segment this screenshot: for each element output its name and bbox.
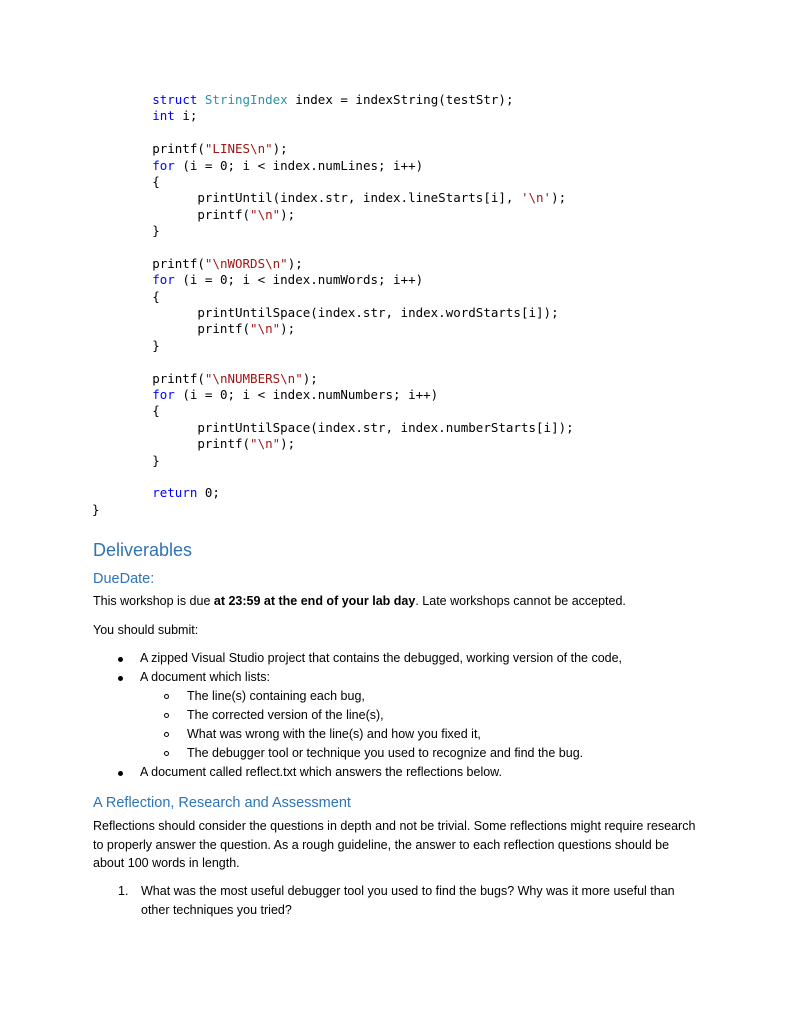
code-line [92,436,574,452]
code-line [92,92,574,108]
code-token: for [152,272,175,288]
code-token: i; [174,108,198,124]
code-line [92,256,574,272]
code-token [92,485,152,500]
code-token: printUntilSpace(index.str, index.numberStarts[i]); [92,419,574,435]
code-token: "\nWORDS\n" [204,255,288,271]
code-line [92,502,574,518]
code-line [92,125,574,141]
code-line [92,174,574,190]
code-line [92,141,574,157]
hollow-bullet-icon [164,732,169,737]
code-line [92,305,574,321]
reflection-heading: A Reflection, Research and Assessment [93,795,351,811]
code-token: ); [272,141,288,157]
due-date-paragraph [93,592,703,611]
code-line [92,354,574,370]
list-item-text: A document called reflect.txt which answers the reflections below. [140,765,502,779]
code-token: { [92,403,160,419]
code-token [197,92,205,107]
code-token: "\n" [250,436,281,452]
question-number: 1. [118,884,129,898]
code-line [92,338,574,354]
code-line [92,387,574,403]
code-token: ); [280,436,296,452]
code-token: (i = 0; i < index.numWords; i++) [174,272,424,288]
code-token: printUntilSpace(index.str, index.wordStarts[i]); [92,305,559,321]
bullet-icon [118,771,123,776]
code-token: (i = 0; i < index.numLines; i++) [174,157,424,173]
code-line [92,289,574,305]
deliverables-list [93,651,713,791]
code-token: { [92,288,160,304]
sub-list-item-text: The corrected version of the line(s), [187,708,384,722]
code-line [92,108,574,124]
code-token: "\n" [250,206,281,222]
code-token: ); [551,190,567,206]
code-token: printf( [92,255,205,271]
code-listing [92,92,574,518]
list-item-text: A zipped Visual Studio project that contains the debugged, working version of the code, [140,651,623,665]
code-line [92,190,574,206]
code-line [92,321,574,337]
code-line [92,240,574,256]
code-token [92,272,152,287]
due-date-heading: DueDate: [93,571,155,587]
code-token: printf( [92,370,205,386]
hollow-bullet-icon [164,713,169,718]
bullet-icon [118,657,123,662]
code-token: } [92,452,160,468]
list-item-text: A document which lists: [140,670,270,684]
code-token [92,92,152,107]
hollow-bullet-icon [164,751,169,756]
code-token: (i = 0; i < index.numNumbers; i++) [174,387,439,403]
code-line [92,453,574,469]
code-token: ); [302,370,318,386]
code-token: ); [287,255,303,271]
code-token: "\n" [250,321,281,337]
code-line [92,403,574,419]
code-line [92,223,574,239]
code-token: printf( [92,321,251,337]
code-line [92,158,574,174]
code-token: } [92,501,100,517]
code-token: printUntil(index.str, index.lineStarts[i], [92,190,521,206]
code-token: return [152,485,198,501]
sub-list-item-text: The line(s) containing each bug, [187,689,365,703]
code-line [92,207,574,223]
code-token: for [152,387,175,403]
code-token: ); [280,206,296,222]
code-token: index = indexString(testStr); [287,92,514,107]
code-token [92,108,152,123]
code-line [92,485,574,501]
code-token: printf( [92,206,251,222]
code-token: printf( [92,436,251,452]
code-line [92,420,574,436]
code-line [92,371,574,387]
due-text-end: . Late workshops cannot be accepted. [415,594,626,608]
code-token: 0; [197,485,220,501]
submit-intro: You should submit: [93,623,199,637]
reflection-paragraph: Reflections should consider the questions in depth and not be trivial. Some reflections might require research to properly answer the question. As a rough guideline, the answer to each reflection questions should be about 100 words in length. [93,819,696,870]
code-line [92,469,574,485]
hollow-bullet-icon [164,694,169,699]
code-token [92,158,152,173]
code-token: "LINES\n" [204,141,273,157]
code-token: int [152,108,175,124]
code-token [92,387,152,402]
code-token: printf( [92,141,205,157]
due-text: This workshop is due [93,594,214,608]
code-token: for [152,157,175,173]
code-token: } [92,337,160,353]
question-text: What was the most useful debugger tool you used to find the bugs? Why was it more useful than other techniques you tried? [141,884,675,917]
bullet-icon [118,676,123,681]
code-token: { [92,173,160,189]
due-text-bold: at 23:59 at the end of your lab day [213,594,416,608]
deliverables-heading: Deliverables [93,540,193,560]
code-token: ); [280,321,296,337]
code-token: struct [152,92,198,107]
code-token: } [92,223,160,239]
code-token: "\nNUMBERS\n" [204,370,303,386]
code-token: '\n' [520,190,552,206]
code-token: StringIndex [204,92,288,107]
sub-list-item-text: The debugger tool or technique you used to recognize and find the bug. [187,746,584,760]
code-line [92,272,574,288]
sub-list-item-text: What was wrong with the line(s) and how you fixed it, [187,727,481,741]
